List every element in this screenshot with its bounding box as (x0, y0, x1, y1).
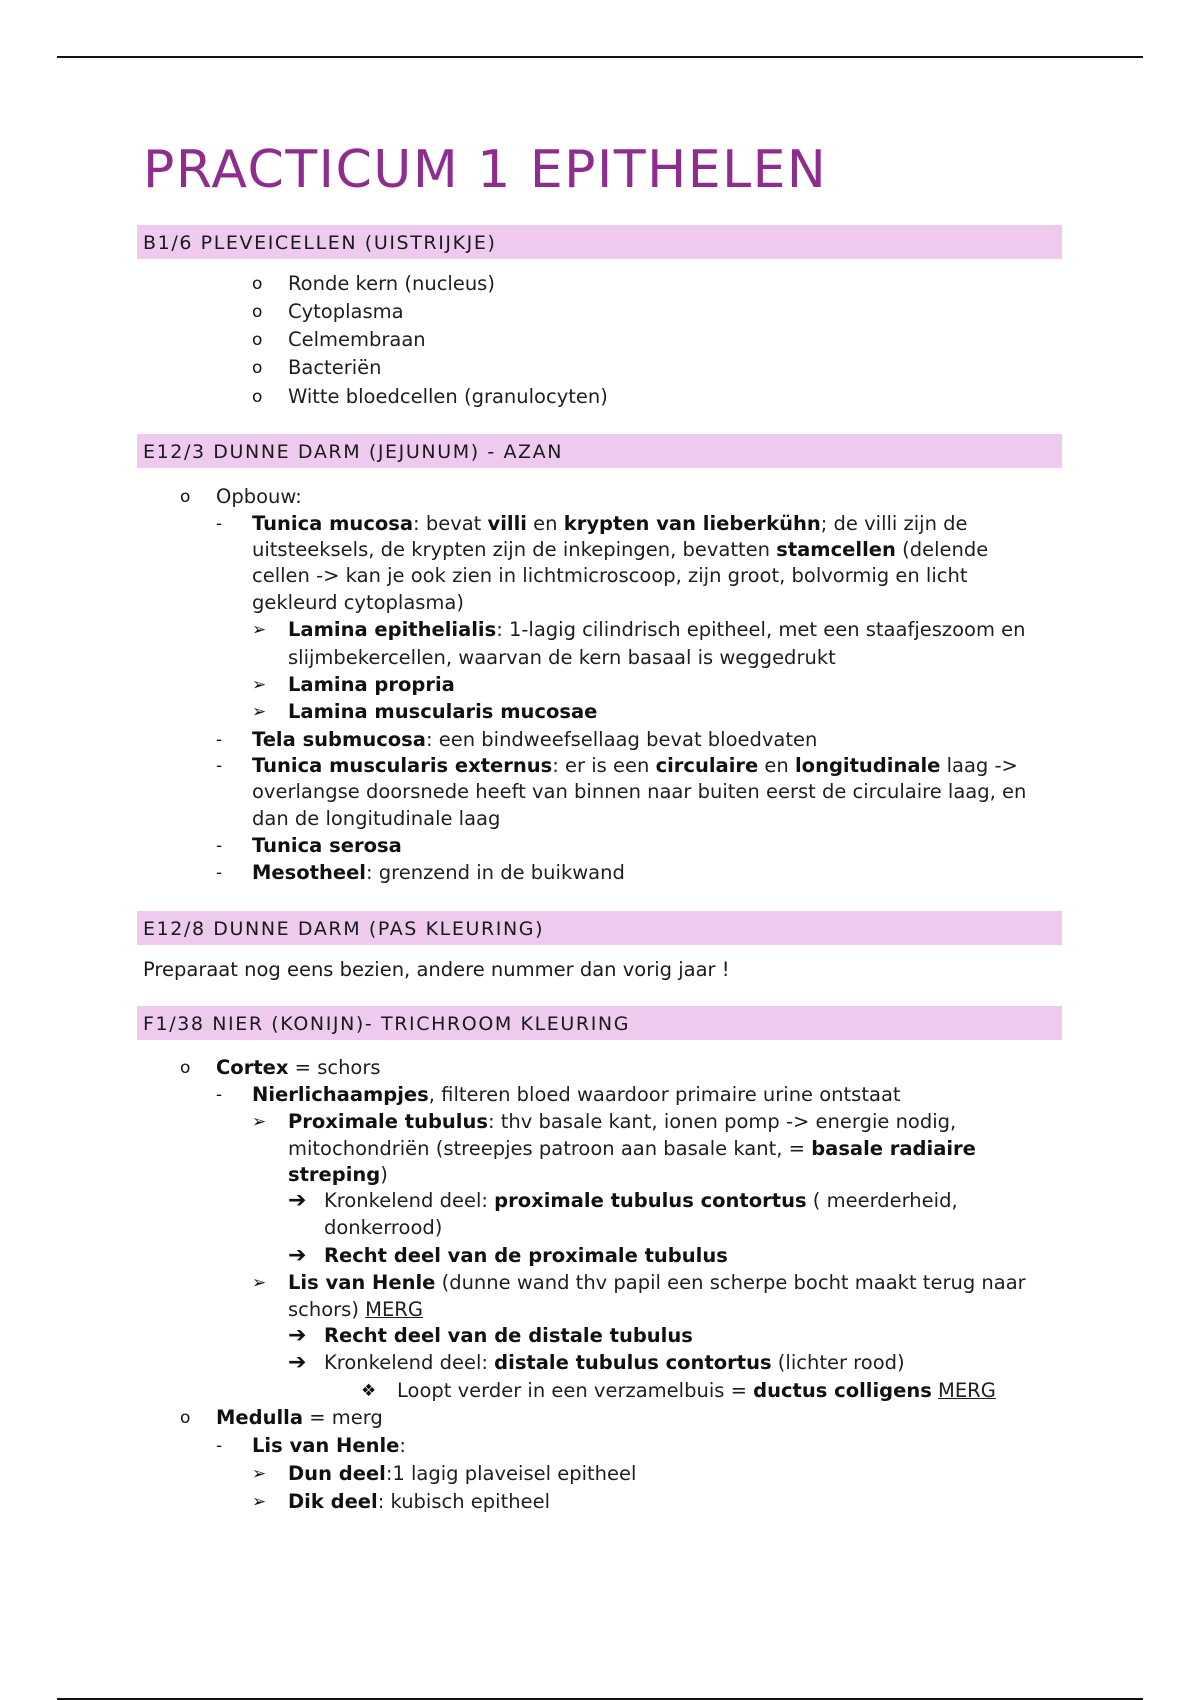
tela-submucosa-line: Tela submucosa: een bindweefsellaag bevat bloedvaten (252, 728, 818, 751)
arrowhead-bullet-icon: ➢ (252, 702, 267, 722)
medulla-line: Medulla = merg (216, 1406, 383, 1429)
list-item: Witte bloedcellen (granulocyten) (288, 385, 608, 408)
dik-deel-line: Dik deel: kubisch epitheel (288, 1490, 550, 1513)
section-heading-pas-kleuring (137, 911, 1062, 945)
list-item: Celmembraan (288, 328, 426, 351)
kronkelend-proximaal-line: Kronkelend deel: proximale tubulus contortus ( meerderheid, (324, 1189, 958, 1212)
recht-proximaal-line: Recht deel van de proximale tubulus (324, 1244, 728, 1267)
lis-van-henle-line: schors) MERG (288, 1298, 423, 1321)
circle-bullet-icon: o (180, 1058, 191, 1078)
lis-van-henle-line: Lis van Henle (dunne wand thv papil een scherpe bocht maakt terug naar (288, 1271, 1026, 1294)
section-heading-dunne-darm-azan (137, 434, 1062, 468)
section-heading-label: E12/8 DUNNE DARM (PAS KLEURING) (143, 918, 545, 940)
arrow-right-icon: ➔ (288, 1323, 307, 1348)
page-title: PRACTICUM 1 EPITHELEN (143, 140, 828, 200)
arrow-right-icon: ➔ (288, 1243, 307, 1268)
circle-bullet-icon: o (180, 1408, 191, 1428)
arrow-right-icon: ➔ (288, 1350, 307, 1375)
nierlichaampjes-line: Nierlichaampjes, filteren bloed waardoor primaire urine ontstaat (252, 1083, 901, 1106)
lamina-epithelialis-line: Lamina epithelialis: 1-lagig cilindrisch epitheel, met een staafjeszoom en (288, 618, 1026, 641)
section-heading-pleveicellen (137, 225, 1062, 259)
opbouw-label: Opbouw: (216, 485, 302, 508)
lis-van-henle-medulla-line: Lis van Henle: (252, 1434, 406, 1457)
list-item: Bacteriën (288, 356, 382, 379)
proximale-tubulus-line: mitochondriën (streepjes patroon aan basale kant, = basale radiaire (288, 1137, 976, 1160)
tunica-mucosa-line: uitsteeksels, de krypten zijn de inkepingen, bevatten stamcellen (delende (252, 538, 989, 561)
dash-bullet-icon: - (216, 730, 223, 750)
recht-distaal-line: Recht deel van de distale tubulus (324, 1324, 693, 1347)
dash-bullet-icon: - (216, 756, 223, 776)
arrowhead-bullet-icon: ➢ (252, 1112, 267, 1132)
dun-deel-line: Dun deel:1 lagig plaveisel epitheel (288, 1462, 637, 1485)
section-heading-label: E12/3 DUNNE DARM (JEJUNUM) - AZAN (143, 441, 564, 463)
ductus-colligens-line: Loopt verder in een verzamelbuis = ductus colligens MERG (397, 1379, 996, 1402)
tunica-serosa: Tunica serosa (252, 834, 402, 857)
kronkelend-proximaal-line: donkerrood) (324, 1216, 443, 1239)
muscularis-externus-line: dan de longitudinale laag (252, 807, 501, 830)
section-heading-nier (137, 1006, 1062, 1040)
dash-bullet-icon: - (216, 1436, 223, 1456)
cortex-line: Cortex = schors (216, 1056, 381, 1079)
list-item: Cytoplasma (288, 300, 404, 323)
mesotheel-line: Mesotheel: grenzend in de buikwand (252, 861, 625, 884)
section-heading-label: B1/6 PLEVEICELLEN (UISTRIJKJE) (143, 232, 497, 254)
arrow-right-icon: ➔ (288, 1188, 307, 1213)
pas-note: Preparaat nog eens bezien, andere nummer dan vorig jaar ! (143, 958, 730, 981)
arrowhead-bullet-icon: ➢ (252, 675, 267, 695)
arrowhead-bullet-icon: ➢ (252, 620, 267, 640)
tunica-mucosa-line: gekleurd cytoplasma) (252, 591, 464, 614)
proximale-tubulus-line: streping) (288, 1163, 388, 1186)
proximale-tubulus-line: Proximale tubulus: thv basale kant, ionen pomp -> energie nodig, (288, 1110, 957, 1133)
tunica-mucosa-line: cellen -> kan je ook zien in lichtmicroscoop, zijn groot, bolvormig en licht (252, 564, 968, 587)
circle-bullet-icon: o (252, 274, 263, 294)
circle-bullet-icon: o (252, 358, 263, 378)
muscularis-externus-line: Tunica muscularis externus: er is een circulaire en longitudinale laag -> (252, 754, 1018, 777)
circle-bullet-icon: o (180, 487, 191, 507)
section-heading-label: F1/38 NIER (KONIJN)- TRICHROOM KLEURING (143, 1013, 631, 1035)
muscularis-externus-line: overlangse doorsnede heeft van binnen naar buiten eerst de circulaire laag, en (252, 780, 1027, 803)
dash-bullet-icon: - (216, 863, 223, 883)
dash-bullet-icon: - (216, 514, 223, 534)
top-rule (57, 56, 1143, 58)
dash-bullet-icon: - (216, 1085, 223, 1105)
circle-bullet-icon: o (252, 302, 263, 322)
tunica-mucosa-line: Tunica mucosa: bevat villi en krypten van lieberkühn; de villi zijn de (252, 512, 968, 535)
arrowhead-bullet-icon: ➢ (252, 1464, 267, 1484)
diamond-bullet-icon: ❖ (361, 1381, 377, 1401)
arrowhead-bullet-icon: ➢ (252, 1492, 267, 1512)
lamina-muscularis-mucosae: Lamina muscularis mucosae (288, 700, 598, 723)
lamina-epithelialis-line: slijmbekercellen, waarvan de kern basaal is weggedrukt (288, 646, 836, 669)
list-item: Ronde kern (nucleus) (288, 272, 495, 295)
dash-bullet-icon: - (216, 836, 223, 856)
lamina-propria: Lamina propria (288, 673, 455, 696)
arrowhead-bullet-icon: ➢ (252, 1273, 267, 1293)
circle-bullet-icon: o (252, 330, 263, 350)
kronkelend-distaal-line: Kronkelend deel: distale tubulus contortus (lichter rood) (324, 1351, 905, 1374)
circle-bullet-icon: o (252, 387, 263, 407)
